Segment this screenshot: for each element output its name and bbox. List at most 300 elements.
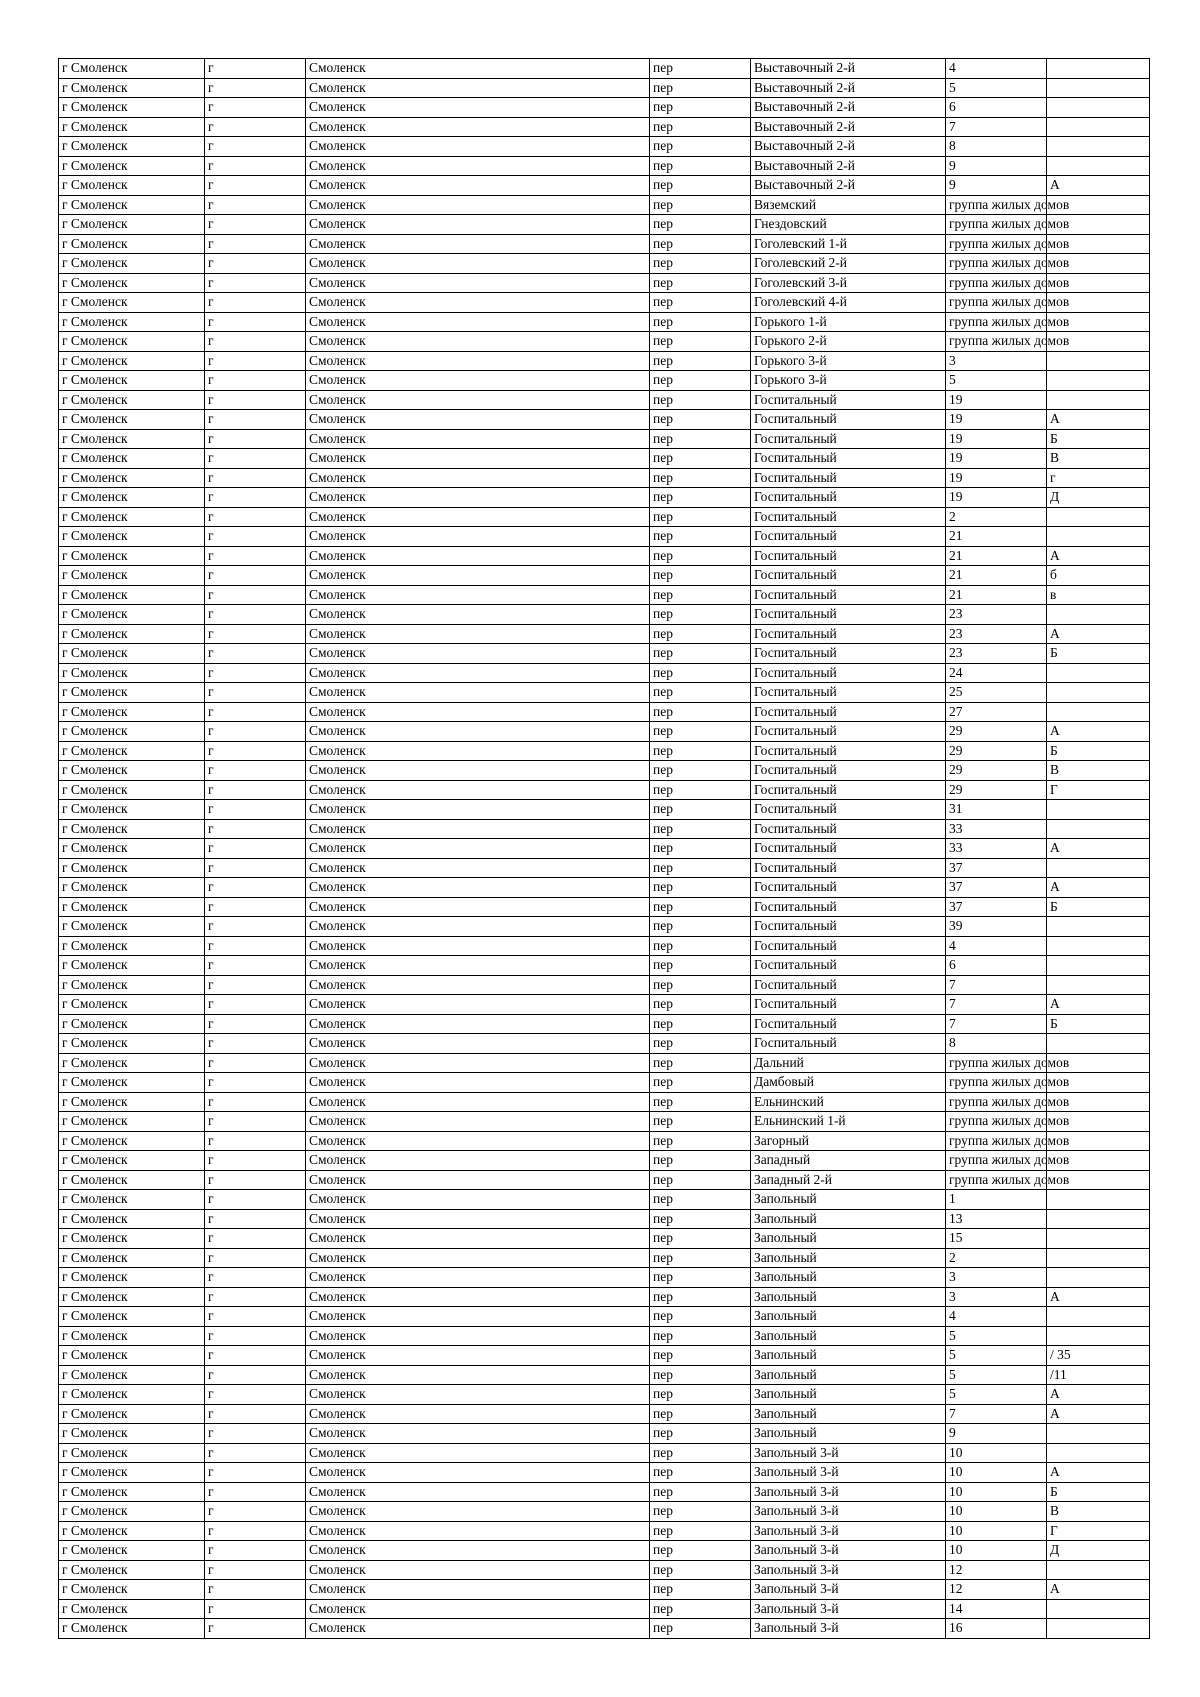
city-cell: г Смоленск	[59, 780, 205, 800]
street-name-cell: Запольный	[751, 1404, 946, 1424]
settlement-cell: Смоленск	[306, 1463, 650, 1483]
building-cell: Д	[1047, 488, 1150, 508]
street-type-cell: пер	[650, 195, 751, 215]
table-row	[59, 1502, 1150, 1522]
city-cell: г Смоленск	[59, 839, 205, 859]
street-type-cell: пер	[650, 605, 751, 625]
city-type-cell: г	[205, 1014, 306, 1034]
city-cell: г Смоленск	[59, 1170, 205, 1190]
street-type-cell: пер	[650, 1560, 751, 1580]
settlement-cell: Смоленск	[306, 1092, 650, 1112]
house-number-cell: группа жилых домов	[946, 1112, 1047, 1132]
city-type-cell: г	[205, 702, 306, 722]
house-number-cell: группа жилых домов	[946, 293, 1047, 313]
table-row	[59, 1599, 1150, 1619]
house-number-cell: 21	[946, 546, 1047, 566]
house-number-cell: 19	[946, 429, 1047, 449]
city-type-cell: г	[205, 1073, 306, 1093]
settlement-cell: Смоленск	[306, 273, 650, 293]
city-cell: г Смоленск	[59, 312, 205, 332]
settlement-cell: Смоленск	[306, 683, 650, 703]
street-name-cell: Госпитальный	[751, 702, 946, 722]
house-number-cell: 29	[946, 741, 1047, 761]
table-row	[59, 936, 1150, 956]
table-row	[59, 624, 1150, 644]
city-type-cell: г	[205, 605, 306, 625]
street-type-cell: пер	[650, 839, 751, 859]
building-cell	[1047, 1190, 1150, 1210]
city-type-cell: г	[205, 683, 306, 703]
street-type-cell: пер	[650, 351, 751, 371]
city-type-cell: г	[205, 956, 306, 976]
city-type-cell: г	[205, 722, 306, 742]
settlement-cell: Смоленск	[306, 702, 650, 722]
house-number-cell: 19	[946, 468, 1047, 488]
city-cell: г Смоленск	[59, 1268, 205, 1288]
settlement-cell: Смоленск	[306, 1307, 650, 1327]
city-cell: г Смоленск	[59, 1131, 205, 1151]
building-cell: Д	[1047, 1541, 1150, 1561]
street-name-cell: Госпитальный	[751, 800, 946, 820]
building-cell: Б	[1047, 1014, 1150, 1034]
street-type-cell: пер	[650, 1385, 751, 1405]
settlement-cell: Смоленск	[306, 332, 650, 352]
house-number-cell: группа жилых домов	[946, 195, 1047, 215]
house-number-cell: 15	[946, 1229, 1047, 1249]
city-type-cell: г	[205, 819, 306, 839]
settlement-cell: Смоленск	[306, 1287, 650, 1307]
city-type-cell: г	[205, 1580, 306, 1600]
settlement-cell: Смоленск	[306, 1268, 650, 1288]
city-type-cell: г	[205, 1268, 306, 1288]
house-number-cell: 5	[946, 371, 1047, 391]
city-cell: г Смоленск	[59, 117, 205, 137]
street-name-cell: Госпитальный	[751, 624, 946, 644]
street-type-cell: пер	[650, 1580, 751, 1600]
house-number-cell: 12	[946, 1560, 1047, 1580]
street-type-cell: пер	[650, 1248, 751, 1268]
street-type-cell: пер	[650, 449, 751, 469]
city-cell: г Смоленск	[59, 137, 205, 157]
house-number-cell: группа жилых домов	[946, 254, 1047, 274]
table-row	[59, 468, 1150, 488]
street-name-cell: Госпитальный	[751, 468, 946, 488]
city-cell: г Смоленск	[59, 176, 205, 196]
city-type-cell: г	[205, 878, 306, 898]
city-cell: г Смоленск	[59, 273, 205, 293]
house-number-cell: 37	[946, 858, 1047, 878]
settlement-cell: Смоленск	[306, 917, 650, 937]
house-number-cell: 5	[946, 1346, 1047, 1366]
street-name-cell: Запольный 3-й	[751, 1560, 946, 1580]
city-cell: г Смоленск	[59, 1229, 205, 1249]
street-name-cell: Госпитальный	[751, 741, 946, 761]
city-cell: г Смоленск	[59, 1014, 205, 1034]
street-name-cell: Госпитальный	[751, 819, 946, 839]
settlement-cell: Смоленск	[306, 722, 650, 742]
city-cell: г Смоленск	[59, 390, 205, 410]
street-name-cell: Ельнинский 1-й	[751, 1112, 946, 1132]
table-row	[59, 176, 1150, 196]
table-row	[59, 1307, 1150, 1327]
street-name-cell: Запольный	[751, 1229, 946, 1249]
city-type-cell: г	[205, 390, 306, 410]
street-name-cell: Запольный	[751, 1346, 946, 1366]
city-type-cell: г	[205, 917, 306, 937]
street-type-cell: пер	[650, 819, 751, 839]
city-type-cell: г	[205, 624, 306, 644]
table-row	[59, 429, 1150, 449]
city-type-cell: г	[205, 1151, 306, 1171]
city-type-cell: г	[205, 215, 306, 235]
city-cell: г Смоленск	[59, 1599, 205, 1619]
table-row	[59, 527, 1150, 547]
street-name-cell: Госпитальный	[751, 936, 946, 956]
city-cell: г Смоленск	[59, 663, 205, 683]
house-number-cell: 6	[946, 98, 1047, 118]
settlement-cell: Смоленск	[306, 507, 650, 527]
street-name-cell: Госпитальный	[751, 956, 946, 976]
city-type-cell: г	[205, 468, 306, 488]
table-row	[59, 234, 1150, 254]
city-type-cell: г	[205, 1463, 306, 1483]
city-type-cell: г	[205, 1209, 306, 1229]
street-type-cell: пер	[650, 98, 751, 118]
building-cell	[1047, 917, 1150, 937]
city-cell: г Смоленск	[59, 1541, 205, 1561]
settlement-cell: Смоленск	[306, 800, 650, 820]
table-row	[59, 1365, 1150, 1385]
street-type-cell: пер	[650, 137, 751, 157]
city-cell: г Смоленск	[59, 800, 205, 820]
street-type-cell: пер	[650, 975, 751, 995]
street-name-cell: Запольный 3-й	[751, 1521, 946, 1541]
city-type-cell: г	[205, 858, 306, 878]
table-row	[59, 293, 1150, 313]
city-cell: г Смоленск	[59, 468, 205, 488]
table-row	[59, 878, 1150, 898]
settlement-cell: Смоленск	[306, 1073, 650, 1093]
city-type-cell: г	[205, 1541, 306, 1561]
settlement-cell: Смоленск	[306, 897, 650, 917]
street-name-cell: Вяземский	[751, 195, 946, 215]
settlement-cell: Смоленск	[306, 1482, 650, 1502]
city-cell: г Смоленск	[59, 293, 205, 313]
street-type-cell: пер	[650, 1287, 751, 1307]
table-row	[59, 1014, 1150, 1034]
city-cell: г Смоленск	[59, 1463, 205, 1483]
settlement-cell: Смоленск	[306, 468, 650, 488]
table-row	[59, 1209, 1150, 1229]
street-type-cell: пер	[650, 1268, 751, 1288]
building-cell	[1047, 800, 1150, 820]
house-number-cell: группа жилых домов	[946, 273, 1047, 293]
city-cell: г Смоленск	[59, 1482, 205, 1502]
settlement-cell: Смоленск	[306, 839, 650, 859]
settlement-cell: Смоленск	[306, 59, 650, 79]
address-table	[58, 58, 1150, 1639]
table-row	[59, 1131, 1150, 1151]
table-row	[59, 1170, 1150, 1190]
settlement-cell: Смоленск	[306, 1229, 650, 1249]
city-type-cell: г	[205, 59, 306, 79]
city-type-cell: г	[205, 176, 306, 196]
table-row	[59, 449, 1150, 469]
settlement-cell: Смоленск	[306, 1560, 650, 1580]
street-name-cell: Госпитальный	[751, 1014, 946, 1034]
street-name-cell: Запольный 3-й	[751, 1463, 946, 1483]
building-cell	[1047, 1034, 1150, 1054]
street-name-cell: Горького 1-й	[751, 312, 946, 332]
settlement-cell: Смоленск	[306, 1404, 650, 1424]
street-type-cell: пер	[650, 1209, 751, 1229]
building-cell	[1047, 371, 1150, 391]
street-name-cell: Запольный 3-й	[751, 1580, 946, 1600]
city-cell: г Смоленск	[59, 156, 205, 176]
city-type-cell: г	[205, 429, 306, 449]
street-name-cell: Горького 3-й	[751, 351, 946, 371]
house-number-cell: группа жилых домов	[946, 1170, 1047, 1190]
street-name-cell: Ельнинский	[751, 1092, 946, 1112]
street-type-cell: пер	[650, 1326, 751, 1346]
building-cell: А	[1047, 1404, 1150, 1424]
street-name-cell: Запольный	[751, 1190, 946, 1210]
settlement-cell: Смоленск	[306, 1053, 650, 1073]
building-cell	[1047, 819, 1150, 839]
building-cell	[1047, 98, 1150, 118]
city-cell: г Смоленск	[59, 683, 205, 703]
city-cell: г Смоленск	[59, 1034, 205, 1054]
house-number-cell: 5	[946, 1365, 1047, 1385]
city-type-cell: г	[205, 800, 306, 820]
city-type-cell: г	[205, 293, 306, 313]
building-cell	[1047, 1209, 1150, 1229]
building-cell	[1047, 390, 1150, 410]
settlement-cell: Смоленск	[306, 488, 650, 508]
street-name-cell: Госпитальный	[751, 1034, 946, 1054]
city-cell: г Смоленск	[59, 1092, 205, 1112]
house-number-cell: 37	[946, 897, 1047, 917]
building-cell	[1047, 1268, 1150, 1288]
settlement-cell: Смоленск	[306, 1190, 650, 1210]
settlement-cell: Смоленск	[306, 1112, 650, 1132]
street-type-cell: пер	[650, 1073, 751, 1093]
city-type-cell: г	[205, 975, 306, 995]
city-type-cell: г	[205, 585, 306, 605]
street-type-cell: пер	[650, 176, 751, 196]
city-cell: г Смоленск	[59, 429, 205, 449]
house-number-cell: 4	[946, 936, 1047, 956]
street-name-cell: Выставочный 2-й	[751, 137, 946, 157]
city-type-cell: г	[205, 644, 306, 664]
city-cell: г Смоленск	[59, 1619, 205, 1639]
city-type-cell: г	[205, 1502, 306, 1522]
city-type-cell: г	[205, 1248, 306, 1268]
house-number-cell: 23	[946, 605, 1047, 625]
house-number-cell: 6	[946, 956, 1047, 976]
street-name-cell: Госпитальный	[751, 644, 946, 664]
street-type-cell: пер	[650, 663, 751, 683]
city-type-cell: г	[205, 839, 306, 859]
table-row	[59, 1482, 1150, 1502]
street-name-cell: Горького 3-й	[751, 371, 946, 391]
table-row	[59, 1619, 1150, 1639]
city-cell: г Смоленск	[59, 995, 205, 1015]
city-type-cell: г	[205, 488, 306, 508]
city-cell: г Смоленск	[59, 1287, 205, 1307]
city-type-cell: г	[205, 351, 306, 371]
street-name-cell: Западный 2-й	[751, 1170, 946, 1190]
building-cell	[1047, 975, 1150, 995]
house-number-cell: группа жилых домов	[946, 1131, 1047, 1151]
building-cell: Г	[1047, 780, 1150, 800]
building-cell: б	[1047, 566, 1150, 586]
settlement-cell: Смоленск	[306, 1248, 650, 1268]
table-row	[59, 1463, 1150, 1483]
building-cell	[1047, 78, 1150, 98]
street-name-cell: Гоголевский 3-й	[751, 273, 946, 293]
city-type-cell: г	[205, 312, 306, 332]
building-cell	[1047, 137, 1150, 157]
street-type-cell: пер	[650, 546, 751, 566]
street-name-cell: Гоголевский 1-й	[751, 234, 946, 254]
street-name-cell: Запольный	[751, 1209, 946, 1229]
city-type-cell: г	[205, 137, 306, 157]
house-number-cell: 16	[946, 1619, 1047, 1639]
table-row	[59, 897, 1150, 917]
house-number-cell: 24	[946, 663, 1047, 683]
city-cell: г Смоленск	[59, 722, 205, 742]
building-cell: А	[1047, 722, 1150, 742]
table-row	[59, 1443, 1150, 1463]
street-type-cell: пер	[650, 936, 751, 956]
table-row	[59, 585, 1150, 605]
table-row	[59, 254, 1150, 274]
street-name-cell: Госпитальный	[751, 780, 946, 800]
settlement-cell: Смоленск	[306, 1014, 650, 1034]
street-name-cell: Госпитальный	[751, 585, 946, 605]
building-cell: В	[1047, 449, 1150, 469]
city-type-cell: г	[205, 1287, 306, 1307]
building-cell	[1047, 1443, 1150, 1463]
city-type-cell: г	[205, 1443, 306, 1463]
street-name-cell: Загорный	[751, 1131, 946, 1151]
house-number-cell: 5	[946, 1326, 1047, 1346]
city-cell: г Смоленск	[59, 1209, 205, 1229]
city-type-cell: г	[205, 1053, 306, 1073]
city-type-cell: г	[205, 1560, 306, 1580]
table-row	[59, 371, 1150, 391]
table-row	[59, 1151, 1150, 1171]
city-cell: г Смоленск	[59, 819, 205, 839]
street-name-cell: Западный	[751, 1151, 946, 1171]
city-cell: г Смоленск	[59, 702, 205, 722]
house-number-cell: 10	[946, 1482, 1047, 1502]
city-cell: г Смоленск	[59, 234, 205, 254]
table-row	[59, 1385, 1150, 1405]
street-name-cell: Гоголевский 4-й	[751, 293, 946, 313]
building-cell: Б	[1047, 741, 1150, 761]
building-cell: В	[1047, 1502, 1150, 1522]
street-name-cell: Госпитальный	[751, 839, 946, 859]
street-name-cell: Госпитальный	[751, 546, 946, 566]
table-row	[59, 1541, 1150, 1561]
street-type-cell: пер	[650, 644, 751, 664]
street-type-cell: пер	[650, 722, 751, 742]
table-row	[59, 410, 1150, 430]
house-number-cell: группа жилых домов	[946, 1073, 1047, 1093]
city-type-cell: г	[205, 1346, 306, 1366]
street-type-cell: пер	[650, 332, 751, 352]
building-cell: А	[1047, 1580, 1150, 1600]
city-type-cell: г	[205, 1482, 306, 1502]
street-name-cell: Госпитальный	[751, 527, 946, 547]
street-type-cell: пер	[650, 78, 751, 98]
street-type-cell: пер	[650, 273, 751, 293]
city-cell: г Смоленск	[59, 98, 205, 118]
city-cell: г Смоленск	[59, 1404, 205, 1424]
street-name-cell: Госпитальный	[751, 995, 946, 1015]
house-number-cell: 7	[946, 975, 1047, 995]
street-type-cell: пер	[650, 312, 751, 332]
table-row	[59, 858, 1150, 878]
city-cell: г Смоленск	[59, 566, 205, 586]
street-name-cell: Запольный	[751, 1326, 946, 1346]
table-row	[59, 605, 1150, 625]
street-type-cell: пер	[650, 800, 751, 820]
city-type-cell: г	[205, 78, 306, 98]
settlement-cell: Смоленск	[306, 1209, 650, 1229]
city-type-cell: г	[205, 566, 306, 586]
house-number-cell: 9	[946, 1424, 1047, 1444]
settlement-cell: Смоленск	[306, 1365, 650, 1385]
street-type-cell: пер	[650, 390, 751, 410]
building-cell	[1047, 683, 1150, 703]
city-type-cell: г	[205, 1131, 306, 1151]
city-cell: г Смоленск	[59, 761, 205, 781]
house-number-cell: 25	[946, 683, 1047, 703]
street-name-cell: Горького 2-й	[751, 332, 946, 352]
city-cell: г Смоленск	[59, 605, 205, 625]
house-number-cell: группа жилых домов	[946, 1092, 1047, 1112]
table-row	[59, 312, 1150, 332]
building-cell: Б	[1047, 644, 1150, 664]
table-row	[59, 780, 1150, 800]
building-cell: /11	[1047, 1365, 1150, 1385]
table-row	[59, 1034, 1150, 1054]
house-number-cell: 29	[946, 780, 1047, 800]
table-row	[59, 663, 1150, 683]
table-row	[59, 59, 1150, 79]
street-name-cell: Гоголевский 2-й	[751, 254, 946, 274]
settlement-cell: Смоленск	[306, 254, 650, 274]
street-type-cell: пер	[650, 1112, 751, 1132]
city-type-cell: г	[205, 1404, 306, 1424]
settlement-cell: Смоленск	[306, 78, 650, 98]
settlement-cell: Смоленск	[306, 936, 650, 956]
settlement-cell: Смоленск	[306, 1424, 650, 1444]
building-cell	[1047, 1560, 1150, 1580]
street-type-cell: пер	[650, 410, 751, 430]
building-cell: Г	[1047, 1521, 1150, 1541]
street-name-cell: Запольный	[751, 1424, 946, 1444]
settlement-cell: Смоленск	[306, 761, 650, 781]
settlement-cell: Смоленск	[306, 1541, 650, 1561]
building-cell	[1047, 59, 1150, 79]
settlement-cell: Смоленск	[306, 624, 650, 644]
street-type-cell: пер	[650, 234, 751, 254]
city-cell: г Смоленск	[59, 351, 205, 371]
